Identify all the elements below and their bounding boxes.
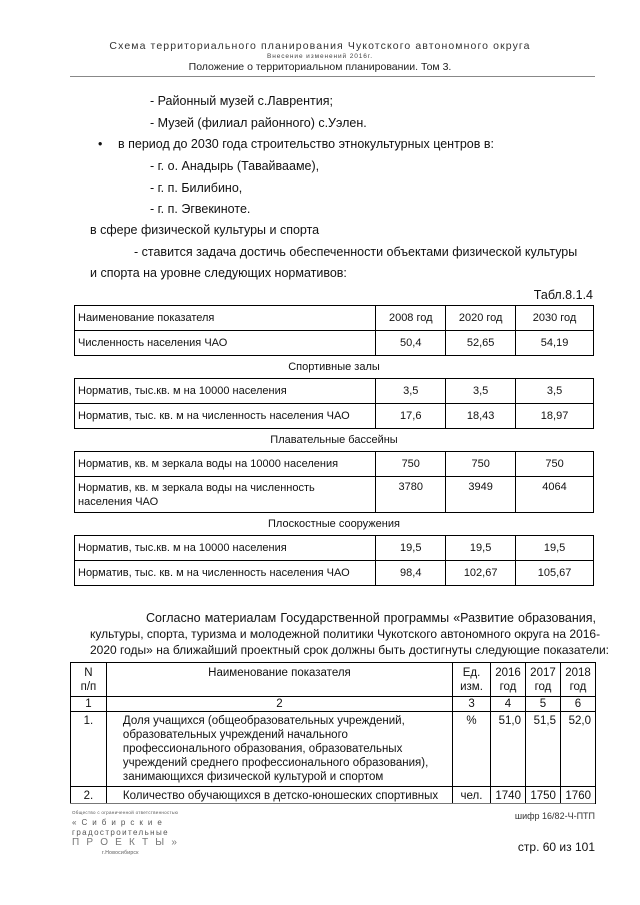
table-cell: Норматив, тыс. кв. м на численность населения ЧАО bbox=[75, 404, 376, 429]
cell-line: Ед. bbox=[462, 667, 481, 679]
table-cell: 3 bbox=[453, 697, 491, 712]
text-line: - Музей (филиал районного) с.Уэлен. bbox=[150, 116, 367, 130]
table-row bbox=[75, 536, 594, 561]
table-cell bbox=[453, 663, 491, 697]
table-cell: 6 bbox=[560, 697, 595, 712]
table-cell: 4 bbox=[491, 697, 526, 712]
table-cell: Численность населения ЧАО bbox=[75, 331, 376, 356]
section-title: Спортивные залы bbox=[288, 361, 380, 373]
logo-line: градостроительные bbox=[72, 828, 169, 837]
table-cell: 3949 bbox=[446, 477, 516, 513]
logo-caption: Общество с ограниченной ответственностью bbox=[72, 810, 179, 815]
table-cell: 1740 bbox=[491, 787, 526, 804]
table-cell: 2 bbox=[106, 697, 452, 712]
text-line: в сфере физической культуры и спорта bbox=[90, 223, 320, 237]
section-row bbox=[75, 429, 594, 452]
table-cell: 2020 год bbox=[446, 306, 516, 331]
table-cell bbox=[560, 663, 595, 697]
table-cell: Норматив, тыс. кв. м на численность населения ЧАО bbox=[75, 561, 376, 586]
table-cell: 3,5 bbox=[376, 379, 446, 404]
table-row bbox=[71, 787, 596, 804]
text-line: в период до 2030 года строительство этнокультурных центров в: bbox=[118, 137, 494, 151]
table-cell: 19,5 bbox=[516, 536, 594, 561]
table-row bbox=[75, 452, 594, 477]
table-cell: 750 bbox=[516, 452, 594, 477]
text-line: - г. о. Анадырь (Тавайвааме), bbox=[150, 159, 320, 173]
table-cell: 4064 bbox=[516, 477, 594, 513]
table-cell: чел. bbox=[453, 787, 491, 804]
logo-line: « С и б и р с к и е bbox=[72, 818, 164, 827]
cell-line: изм. bbox=[460, 681, 483, 693]
section-title: Плоскостные сооружения bbox=[268, 518, 400, 530]
table-cell: 102,67 bbox=[446, 561, 516, 586]
text-line: - г. п. Эгвекиноте. bbox=[150, 202, 251, 216]
table-cell: 1750 bbox=[525, 787, 560, 804]
table-cell: Норматив, тыс.кв. м на 10000 населения bbox=[75, 536, 376, 561]
table-cell: 52,0 bbox=[560, 712, 595, 787]
table-cell: 3,5 bbox=[446, 379, 516, 404]
table-row bbox=[71, 712, 596, 787]
table-cell bbox=[525, 663, 560, 697]
table-cell: 19,5 bbox=[446, 536, 516, 561]
table-cell: 2. bbox=[71, 787, 107, 804]
table-cell: 18,43 bbox=[446, 404, 516, 429]
paragraph-line: 2020 годы» на ближайший проектный срок должны быть достигнуты следующие показатели: bbox=[90, 643, 610, 657]
cell-line: Норматив, кв. м зеркала воды на численность bbox=[78, 481, 315, 494]
table-cell: 750 bbox=[376, 452, 446, 477]
table-row bbox=[75, 561, 594, 586]
paragraph-line: культуры, спорта, туризма и молодежной политики Чукотского автономного округа на 2016- bbox=[90, 627, 601, 641]
table-cell: 51,5 bbox=[525, 712, 560, 787]
logo-line: П Р О Е К Т Ы » bbox=[72, 837, 180, 848]
header-subtitle: Внесение изменений 2016г. bbox=[267, 53, 373, 60]
cell-line: 2018 bbox=[565, 667, 591, 679]
document-cipher: шифр 16/82-Ч-ПТП bbox=[514, 811, 595, 821]
bullet-icon: • bbox=[98, 137, 103, 151]
table-cell: 17,6 bbox=[376, 404, 446, 429]
table-cell: Наименование показателя bbox=[75, 306, 376, 331]
table-row bbox=[75, 331, 594, 356]
table-cell: 3780 bbox=[376, 477, 446, 513]
cell-line: N bbox=[84, 667, 93, 679]
table-cell bbox=[75, 477, 376, 513]
section-row bbox=[75, 356, 594, 379]
table-cell: % bbox=[453, 712, 491, 787]
table-cell: 98,4 bbox=[376, 561, 446, 586]
table-cell bbox=[106, 712, 452, 787]
paragraph-line: Согласно материалам Государственной программы «Развитие образования, bbox=[146, 611, 596, 625]
logo-city: г.Новосибирск bbox=[102, 850, 139, 856]
header-title: Схема территориального планирования Чукотского автономного округа bbox=[109, 40, 531, 52]
table-row bbox=[75, 379, 594, 404]
cell-line: 2016 bbox=[495, 667, 521, 679]
table-cell: 18,97 bbox=[516, 404, 594, 429]
table-cell: Количество обучающихся в детско-юношеских спортивных bbox=[106, 787, 452, 804]
header-volume: Положение о территориальном планировании. Том 3. bbox=[188, 61, 452, 73]
table-row bbox=[75, 477, 594, 513]
cell-line: год bbox=[569, 681, 587, 693]
table-header-row bbox=[71, 663, 596, 697]
text-line: - ставится задача достичь обеспеченности объектами физической культуры bbox=[134, 245, 578, 259]
table-cell: 5 bbox=[525, 697, 560, 712]
company-logo bbox=[72, 808, 179, 858]
cell-line: год bbox=[499, 681, 517, 693]
table-header-row bbox=[75, 306, 594, 331]
cell-line: профессионального образования, образовательных bbox=[122, 743, 403, 755]
norms-table bbox=[74, 305, 594, 586]
table-cell bbox=[71, 663, 107, 697]
table-row bbox=[75, 404, 594, 429]
section-title: Плавательные бассейны bbox=[270, 434, 398, 446]
cell-line: образовательных учреждений начального bbox=[122, 729, 348, 741]
cell-line: населения ЧАО bbox=[78, 495, 159, 508]
table-cell: 1. bbox=[71, 712, 107, 787]
table-cell: 1 bbox=[71, 697, 107, 712]
table-cell: 50,4 bbox=[376, 331, 446, 356]
table-cell bbox=[491, 663, 526, 697]
cell-line: год bbox=[534, 681, 552, 693]
section-row bbox=[75, 513, 594, 536]
table-cell: 51,0 bbox=[491, 712, 526, 787]
table-label: Табл.8.1.4 bbox=[533, 288, 593, 302]
text-line: - г. п. Билибино, bbox=[150, 181, 243, 195]
table-cell: Норматив, тыс.кв. м на 10000 населения bbox=[75, 379, 376, 404]
cell-line: п/п bbox=[80, 681, 97, 693]
cell-line: занимающихся физической культурой и спортом bbox=[122, 771, 384, 783]
table-cell: 2030 год bbox=[516, 306, 594, 331]
table-cell: Наименование показателя bbox=[106, 663, 452, 697]
table-cell: 3,5 bbox=[516, 379, 594, 404]
table-cell: 19,5 bbox=[376, 536, 446, 561]
header-divider bbox=[70, 76, 595, 77]
text-line: - Районный музей с.Лаврентия; bbox=[150, 94, 333, 108]
cell-line: Доля учащихся (общеобразовательных учреждений, bbox=[122, 715, 405, 727]
cell-line: 2017 bbox=[530, 667, 556, 679]
text-line: и спорта на уровне следующих нормативов: bbox=[90, 266, 347, 280]
table-cell: 54,19 bbox=[516, 331, 594, 356]
table-cell: Норматив, кв. м зеркала воды на 10000 населения bbox=[75, 452, 376, 477]
footer-divider bbox=[70, 803, 595, 804]
table-cell: 750 bbox=[446, 452, 516, 477]
table-cell: 1760 bbox=[560, 787, 595, 804]
page-number: стр. 60 из 101 bbox=[517, 840, 595, 854]
column-number-row bbox=[71, 697, 596, 712]
table-cell: 52,65 bbox=[446, 331, 516, 356]
table-cell: 105,67 bbox=[516, 561, 594, 586]
cell-line: учреждений среднего профессионального образования), bbox=[122, 757, 429, 769]
table-cell: 2008 год bbox=[376, 306, 446, 331]
indicators-table bbox=[70, 662, 596, 804]
